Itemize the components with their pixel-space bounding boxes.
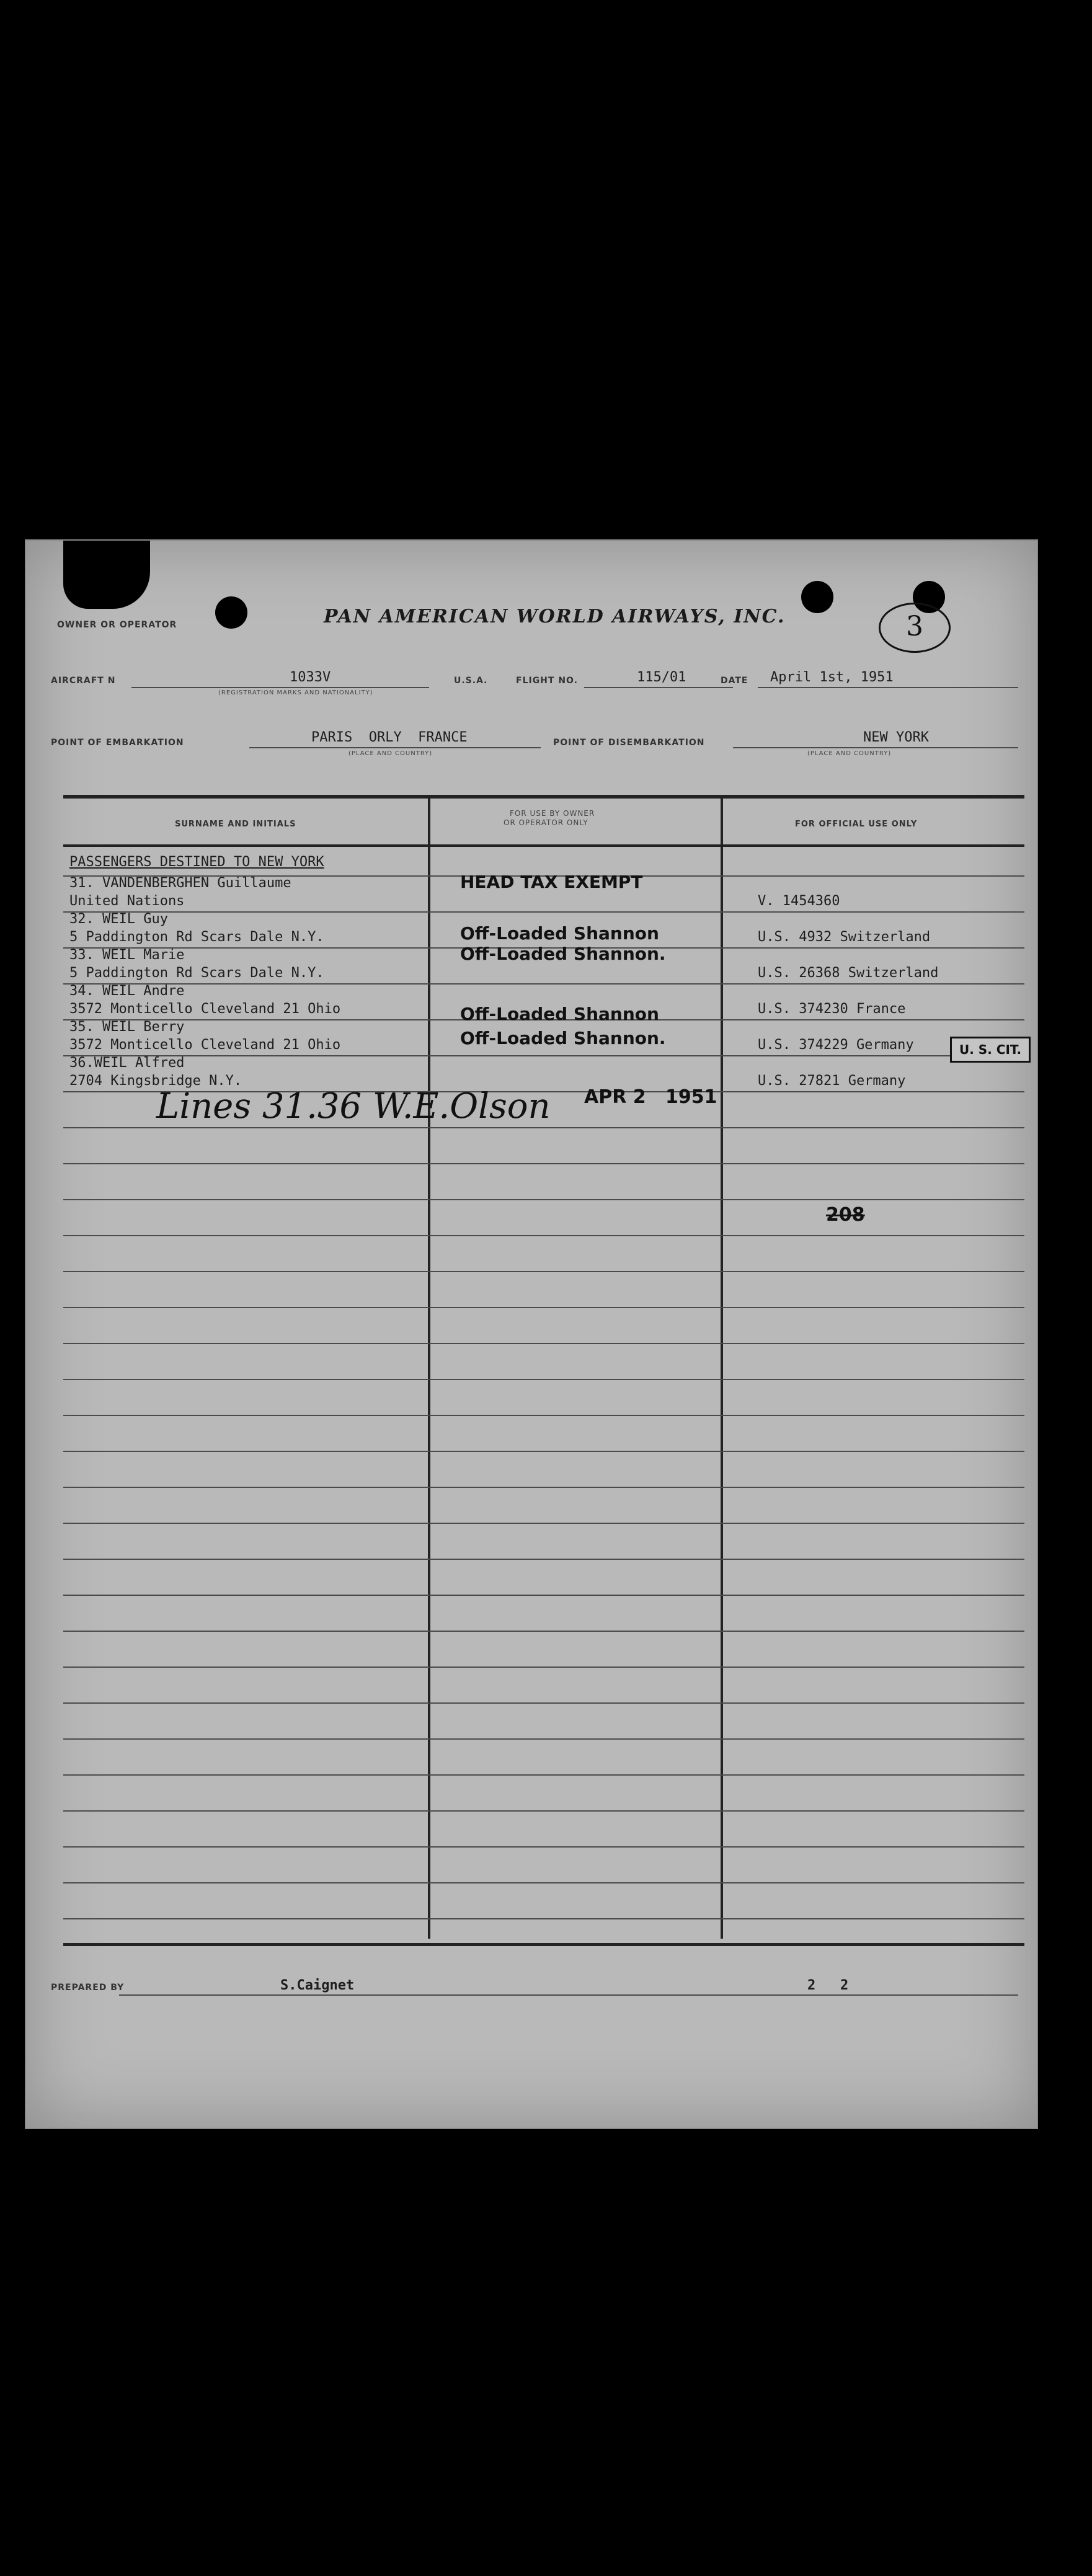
ruled-line xyxy=(63,1127,1024,1128)
prepared-label: PREPARED BY xyxy=(51,1983,125,1993)
ruled-line xyxy=(63,1343,1024,1344)
ruled-line xyxy=(63,1163,1024,1164)
airline-name: PAN AMERICAN WORLD AIRWAYS, INC. xyxy=(324,606,786,627)
passenger-name: 34. WEIL Andre xyxy=(69,983,185,999)
disembark-note: (PLACE AND COUNTRY) xyxy=(807,750,892,757)
disembark-value: NEW YORK xyxy=(863,730,929,745)
ruled-line xyxy=(63,983,1024,985)
registration-note: (REGISTRATION MARKS AND NATIONALITY) xyxy=(218,689,373,696)
disembark-label: POINT OF DISEMBARKATION xyxy=(553,738,705,748)
page-number: 3 xyxy=(879,603,951,653)
country-value: U.S.A. xyxy=(454,676,488,686)
aircraft-label: AIRCRAFT N xyxy=(51,676,116,686)
passenger-name: 35. WEIL Berry xyxy=(69,1019,185,1035)
ruled-line xyxy=(63,1307,1024,1308)
date-value: April 1st, 1951 xyxy=(770,670,894,685)
ruled-line xyxy=(63,1882,1024,1883)
column-divider-1 xyxy=(428,795,430,1939)
ruled-line xyxy=(63,1738,1024,1740)
embark-underline xyxy=(249,747,541,748)
manifest-sheet xyxy=(25,539,1038,2129)
ruled-line xyxy=(63,1631,1024,1632)
ruled-line xyxy=(63,1559,1024,1560)
embark-label: POINT OF EMBARKATION xyxy=(51,738,184,748)
prepared-underline xyxy=(119,1994,1018,1996)
embark-value: PARIS ORLY FRANCE xyxy=(311,730,468,745)
col-official-header: FOR OFFICIAL USE ONLY xyxy=(795,820,918,829)
date-underline xyxy=(758,687,1018,688)
aircraft-value: 1033V xyxy=(290,670,331,685)
ruled-line xyxy=(63,1774,1024,1776)
table-top-rule xyxy=(63,795,1024,799)
official-entry: U.S. 374229 Germany xyxy=(758,1037,914,1053)
official-entry: U.S. 374230 France xyxy=(758,1001,906,1017)
official-entry: U.S. 4932 Switzerland xyxy=(758,929,931,945)
ruled-line xyxy=(63,1271,1024,1272)
operator-note: HEAD TAX EXEMPT xyxy=(460,872,643,892)
flight-label: FLIGHT NO. xyxy=(516,676,578,686)
ruled-line xyxy=(63,1199,1024,1200)
ruled-line xyxy=(63,1846,1024,1848)
header-rule xyxy=(63,844,1024,847)
flight-value: 115/01 xyxy=(637,670,686,685)
embark-note: (PLACE AND COUNTRY) xyxy=(348,750,433,757)
disembark-underline xyxy=(733,747,1018,748)
torn-corner xyxy=(63,541,150,609)
footer-page-marks: 2 2 xyxy=(807,1978,849,1993)
section-title: PASSENGERS DESTINED TO NEW YORK xyxy=(69,854,324,870)
col-surname-header: SURNAME AND INITIALS xyxy=(175,820,296,829)
prepared-value: S.Caignet xyxy=(280,1978,355,1993)
official-entry: V. 1454360 xyxy=(758,893,840,909)
stamped-number: 208 xyxy=(826,1204,865,1226)
passenger-name: 5 Paddington Rd Scars Dale N.Y. xyxy=(69,929,324,945)
operator-note: Off-Loaded Shannon. xyxy=(460,944,666,964)
column-divider-2 xyxy=(721,795,723,1939)
official-entry: U.S. 27821 Germany xyxy=(758,1073,906,1089)
passenger-name: 33. WEIL Marie xyxy=(69,947,185,963)
ruled-line xyxy=(63,1523,1024,1524)
punch-hole xyxy=(215,596,247,629)
ruled-line xyxy=(63,911,1024,913)
table-bottom-rule xyxy=(63,1943,1024,1946)
passenger-name: 32. WEIL Guy xyxy=(69,911,168,927)
flight-underline xyxy=(584,687,733,688)
ruled-line xyxy=(63,1235,1024,1236)
official-entry: U.S. 26368 Switzerland xyxy=(758,965,939,981)
passenger-name: United Nations xyxy=(69,893,185,909)
passenger-name: 3572 Monticello Cleveland 21 Ohio xyxy=(69,1037,341,1053)
ruled-line xyxy=(63,1918,1024,1919)
aircraft-field-line xyxy=(212,687,429,688)
ruled-line xyxy=(63,1487,1024,1488)
passenger-name: 31. VANDENBERGHEN Guillaume xyxy=(69,875,291,891)
passenger-name: 5 Paddington Rd Scars Dale N.Y. xyxy=(69,965,324,981)
ruled-line xyxy=(63,1666,1024,1668)
passenger-name: 3572 Monticello Cleveland 21 Ohio xyxy=(69,1001,341,1017)
punch-hole xyxy=(801,581,833,613)
operator-note: Off-Loaded Shannon xyxy=(460,1004,659,1024)
operator-note: Off-Loaded Shannon. xyxy=(460,1028,666,1048)
ruled-line xyxy=(63,1810,1024,1812)
col-operator-header-1: FOR USE BY OWNER xyxy=(510,809,595,818)
date-label: DATE xyxy=(721,676,748,686)
ruled-line xyxy=(63,1451,1024,1452)
operator-note: Off-Loaded Shannon xyxy=(460,923,659,944)
ruled-line xyxy=(63,1379,1024,1380)
ruled-line xyxy=(63,1415,1024,1416)
owner-label: OWNER OR OPERATOR xyxy=(57,620,177,630)
ruled-line xyxy=(63,1595,1024,1596)
us-citizen-stamp: U. S. CIT. xyxy=(950,1037,1031,1063)
ruled-line xyxy=(63,1702,1024,1704)
passenger-name: 2704 Kingsbridge N.Y. xyxy=(69,1073,242,1089)
handwritten-signature: Lines 31.36 W.E.Olson xyxy=(156,1086,551,1126)
date-stamp: APR 2 1951 xyxy=(584,1086,717,1108)
col-operator-header-2: OR OPERATOR ONLY xyxy=(504,818,588,827)
ruled-line xyxy=(63,1055,1024,1056)
passenger-name: 36.WEIL Alfred xyxy=(69,1055,185,1071)
